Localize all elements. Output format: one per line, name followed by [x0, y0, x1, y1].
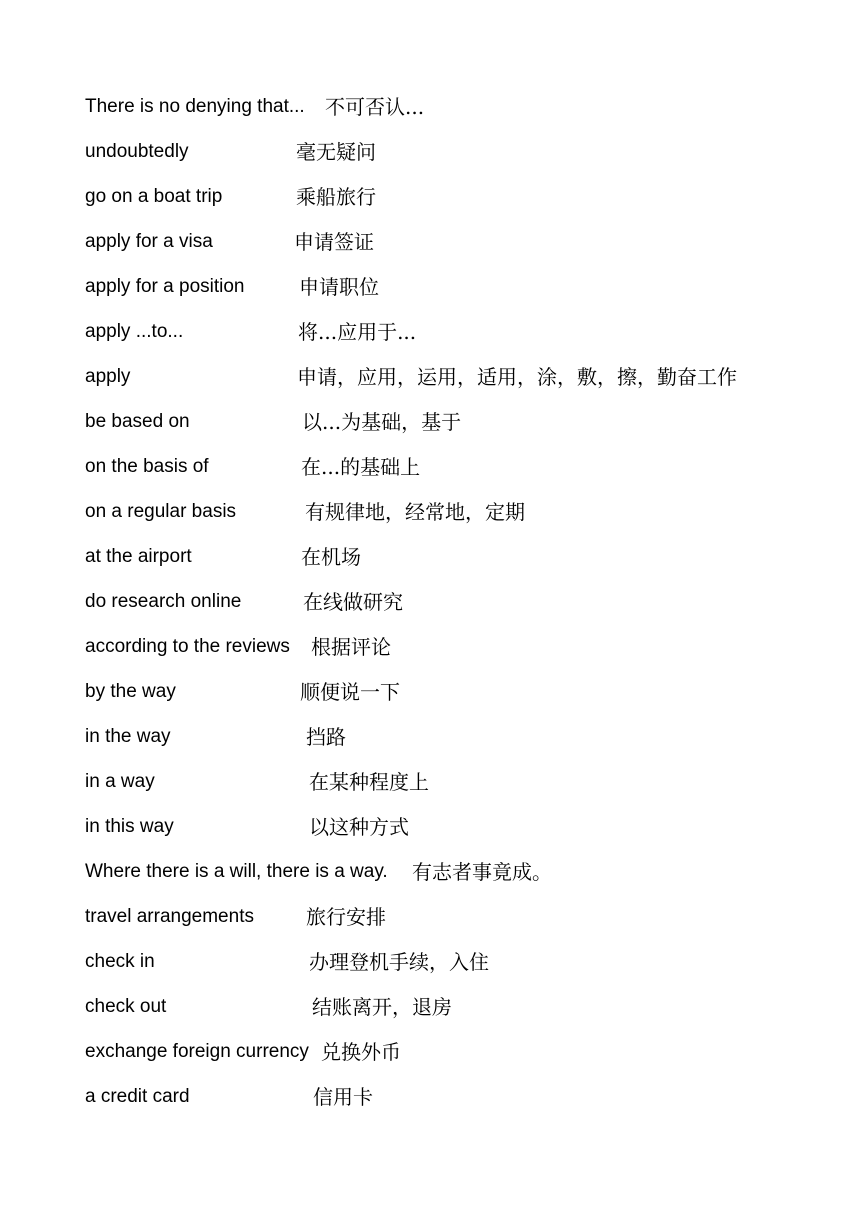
chinese-meaning: 不可否认... — [325, 95, 425, 119]
english-phrase: on a regular basis — [85, 501, 237, 522]
chinese-meaning: 办理登机手续，入住 — [309, 950, 489, 974]
english-phrase: be based on — [85, 411, 190, 432]
chinese-meaning: 乘船旅行 — [296, 185, 376, 209]
english-phrase: a credit card — [85, 1086, 190, 1107]
chinese-meaning: 以...为基础，基于 — [302, 410, 462, 434]
chinese-meaning: 有规律地，经常地，定期 — [305, 500, 525, 524]
english-phrase: Where there is a will, there is a way. — [85, 861, 388, 882]
english-phrase: in the way — [85, 726, 171, 747]
chinese-meaning: 申请，应用，运用，适用，涂，敷，擦，勤奋工作 — [297, 365, 737, 389]
chinese-meaning: 毫无疑问 — [296, 140, 376, 164]
chinese-meaning: 在某种程度上 — [309, 770, 429, 794]
english-phrase: travel arrangements — [85, 906, 254, 927]
chinese-meaning: 申请签证 — [294, 230, 374, 254]
english-phrase: apply ...to... — [85, 321, 184, 342]
english-phrase: apply for a visa — [85, 231, 213, 252]
chinese-meaning: 有志者事竟成。 — [412, 860, 552, 884]
chinese-meaning: 以这种方式 — [309, 815, 409, 839]
english-phrase: exchange foreign currency — [85, 1041, 309, 1062]
english-phrase: on the basis of — [85, 456, 209, 477]
english-phrase: check in — [85, 951, 155, 972]
chinese-meaning: 在机场 — [301, 545, 361, 569]
english-phrase: in this way — [85, 816, 174, 837]
chinese-meaning: 顺便说一下 — [300, 680, 400, 704]
english-phrase: undoubtedly — [85, 141, 189, 162]
english-phrase: check out — [85, 996, 167, 1017]
english-phrase: in a way — [85, 771, 155, 792]
chinese-meaning: 挡路 — [306, 725, 346, 749]
english-phrase: by the way — [85, 681, 176, 702]
chinese-meaning: 根据评论 — [311, 635, 391, 659]
english-phrase: There is no denying that... — [85, 96, 305, 117]
english-phrase: go on a boat trip — [85, 186, 223, 207]
chinese-meaning: 旅行安排 — [306, 905, 386, 929]
chinese-meaning: 在线做研究 — [303, 590, 403, 614]
chinese-meaning: 在...的基础上 — [301, 455, 421, 479]
english-phrase: at the airport — [85, 546, 192, 567]
chinese-meaning: 兑换外币 — [321, 1040, 401, 1064]
english-phrase: apply — [85, 366, 131, 387]
english-phrase: do research online — [85, 591, 242, 612]
english-phrase: according to the reviews — [85, 636, 290, 657]
chinese-meaning: 信用卡 — [313, 1085, 373, 1109]
chinese-meaning: 结账离开，退房 — [312, 995, 452, 1019]
chinese-meaning: 将...应用于... — [298, 320, 417, 344]
english-phrase: apply for a position — [85, 276, 245, 297]
chinese-meaning: 申请职位 — [299, 275, 379, 299]
